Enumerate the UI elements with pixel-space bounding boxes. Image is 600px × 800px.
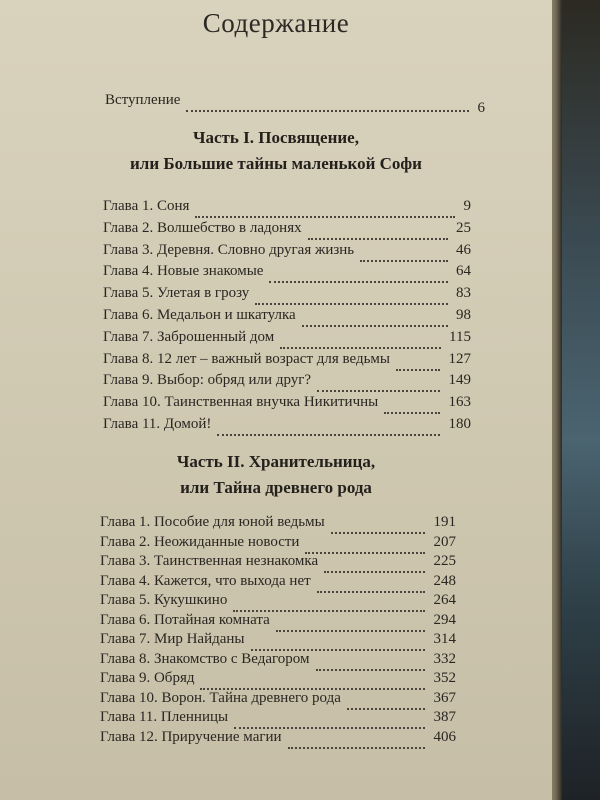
page-number: 352 [433, 670, 456, 686]
dot-leader [316, 651, 425, 671]
toc-entry-intro [105, 92, 485, 114]
part-heading [0, 452, 552, 498]
entry-title: Глава 11. Домой! [103, 416, 212, 432]
page-number: 149 [448, 372, 471, 389]
page-number: 294 [433, 611, 456, 628]
page-number: 387 [433, 709, 456, 725]
dot-leader [347, 690, 425, 710]
dot-leader [360, 242, 448, 262]
dot-leader [233, 592, 425, 612]
dot-leader [302, 307, 448, 327]
entry-title: Глава 4. Кажется, что выхода нет [100, 572, 311, 589]
page-number: 314 [433, 631, 456, 647]
page-number: 191 [433, 514, 456, 530]
page-number: 98 [456, 307, 471, 323]
dot-leader [331, 514, 425, 534]
toc-entry [103, 329, 471, 351]
toc-entry [103, 372, 471, 394]
toc-entry [103, 416, 471, 438]
entry-title: Глава 3. Таинственная незнакомка [100, 553, 319, 569]
page-number: 46 [456, 241, 471, 258]
entry-title: Глава 8. 12 лет – важный возраст для ведьмы [103, 350, 391, 367]
entry-title: Глава 8. Знакомство с Ведагором [100, 650, 310, 667]
dot-leader [200, 670, 425, 690]
dot-leader [317, 573, 425, 593]
dot-leader [384, 394, 440, 414]
part-heading [0, 128, 552, 174]
dot-leader [396, 351, 440, 371]
toc-entry [103, 394, 471, 416]
dot-leader [317, 372, 440, 392]
dot-leader [186, 92, 469, 112]
page-number: 225 [433, 553, 456, 569]
entry-title: Глава 5. Кукушкино [100, 592, 228, 608]
page-number: 64 [456, 263, 471, 280]
page-number: 207 [433, 533, 456, 550]
entry-title: Глава 10. Ворон. Тайна древнего рода [100, 689, 341, 706]
entry-title: Глава 6. Медальон и шкатулка [103, 307, 296, 323]
entry-title: Глава 7. Заброшенный дом [103, 328, 275, 345]
part-heading-line2: или Большие тайны маленькой Софи [130, 154, 422, 173]
page-number: 163 [448, 394, 471, 411]
dot-leader [217, 416, 440, 436]
page-number: 406 [433, 728, 456, 745]
dot-leader [308, 220, 448, 240]
toc-entry [103, 242, 471, 264]
entry-title: Глава 2. Неожиданные новости [100, 533, 300, 550]
page-number: 83 [456, 285, 471, 302]
entry-title: Вступление [105, 92, 181, 108]
page-number: 264 [433, 592, 456, 608]
entry-title: Глава 11. Пленницы [100, 709, 229, 725]
dot-leader [234, 709, 425, 729]
entry-title: Глава 6. Потайная комната [100, 611, 270, 628]
entry-title: Глава 7. Мир Найданы [100, 631, 245, 647]
toc-entry [103, 351, 471, 373]
page-number: 332 [433, 650, 456, 667]
dot-leader [324, 553, 425, 573]
toc-entry [103, 198, 471, 220]
entry-title: Глава 12. Приручение магии [100, 728, 282, 745]
entry-title: Глава 1. Соня [103, 198, 190, 214]
part-heading-line2: или Тайна древнего рода [180, 478, 372, 497]
entry-title: Глава 5. Улетая в грозу [103, 285, 250, 302]
page-number: 367 [433, 689, 456, 706]
dot-leader [305, 534, 425, 554]
entry-title: Глава 3. Деревня. Словно другая жизнь [103, 241, 355, 258]
toc-entry [103, 285, 471, 307]
part-heading-line1: Часть II. Хранительница, [176, 452, 376, 471]
entry-title: Глава 9. Выбор: обряд или друг? [103, 372, 312, 389]
page-number: 248 [433, 572, 456, 589]
dot-leader [195, 198, 455, 218]
entry-title: Глава 9. Обряд [100, 670, 195, 686]
toc-entry [103, 263, 471, 285]
toc-entry [100, 729, 456, 751]
page-number: 6 [477, 100, 485, 116]
dot-leader [288, 729, 425, 749]
page-number: 127 [448, 350, 471, 367]
entry-title: Глава 10. Таинственная внучка Никитичны [103, 394, 379, 411]
part-heading-line1: Часть I. Посвящение, [193, 128, 359, 147]
page-number: 180 [448, 416, 471, 432]
dot-leader [269, 263, 448, 283]
page-number: 115 [449, 328, 471, 345]
dot-leader [255, 285, 448, 305]
entry-title: Глава 2. Волшебство в ладонях [103, 219, 302, 236]
background-surface [560, 0, 600, 800]
dot-leader [251, 631, 425, 651]
dot-leader [276, 612, 425, 632]
page-title: Содержание [202, 8, 350, 38]
page-number: 25 [456, 219, 471, 236]
entry-title: Глава 1. Пособие для юной ведьмы [100, 514, 325, 530]
dot-leader [280, 329, 441, 349]
toc-entry [103, 307, 471, 329]
entry-title: Глава 4. Новые знакомые [103, 263, 264, 280]
page-number: 9 [463, 198, 471, 214]
toc-entry [103, 220, 471, 242]
